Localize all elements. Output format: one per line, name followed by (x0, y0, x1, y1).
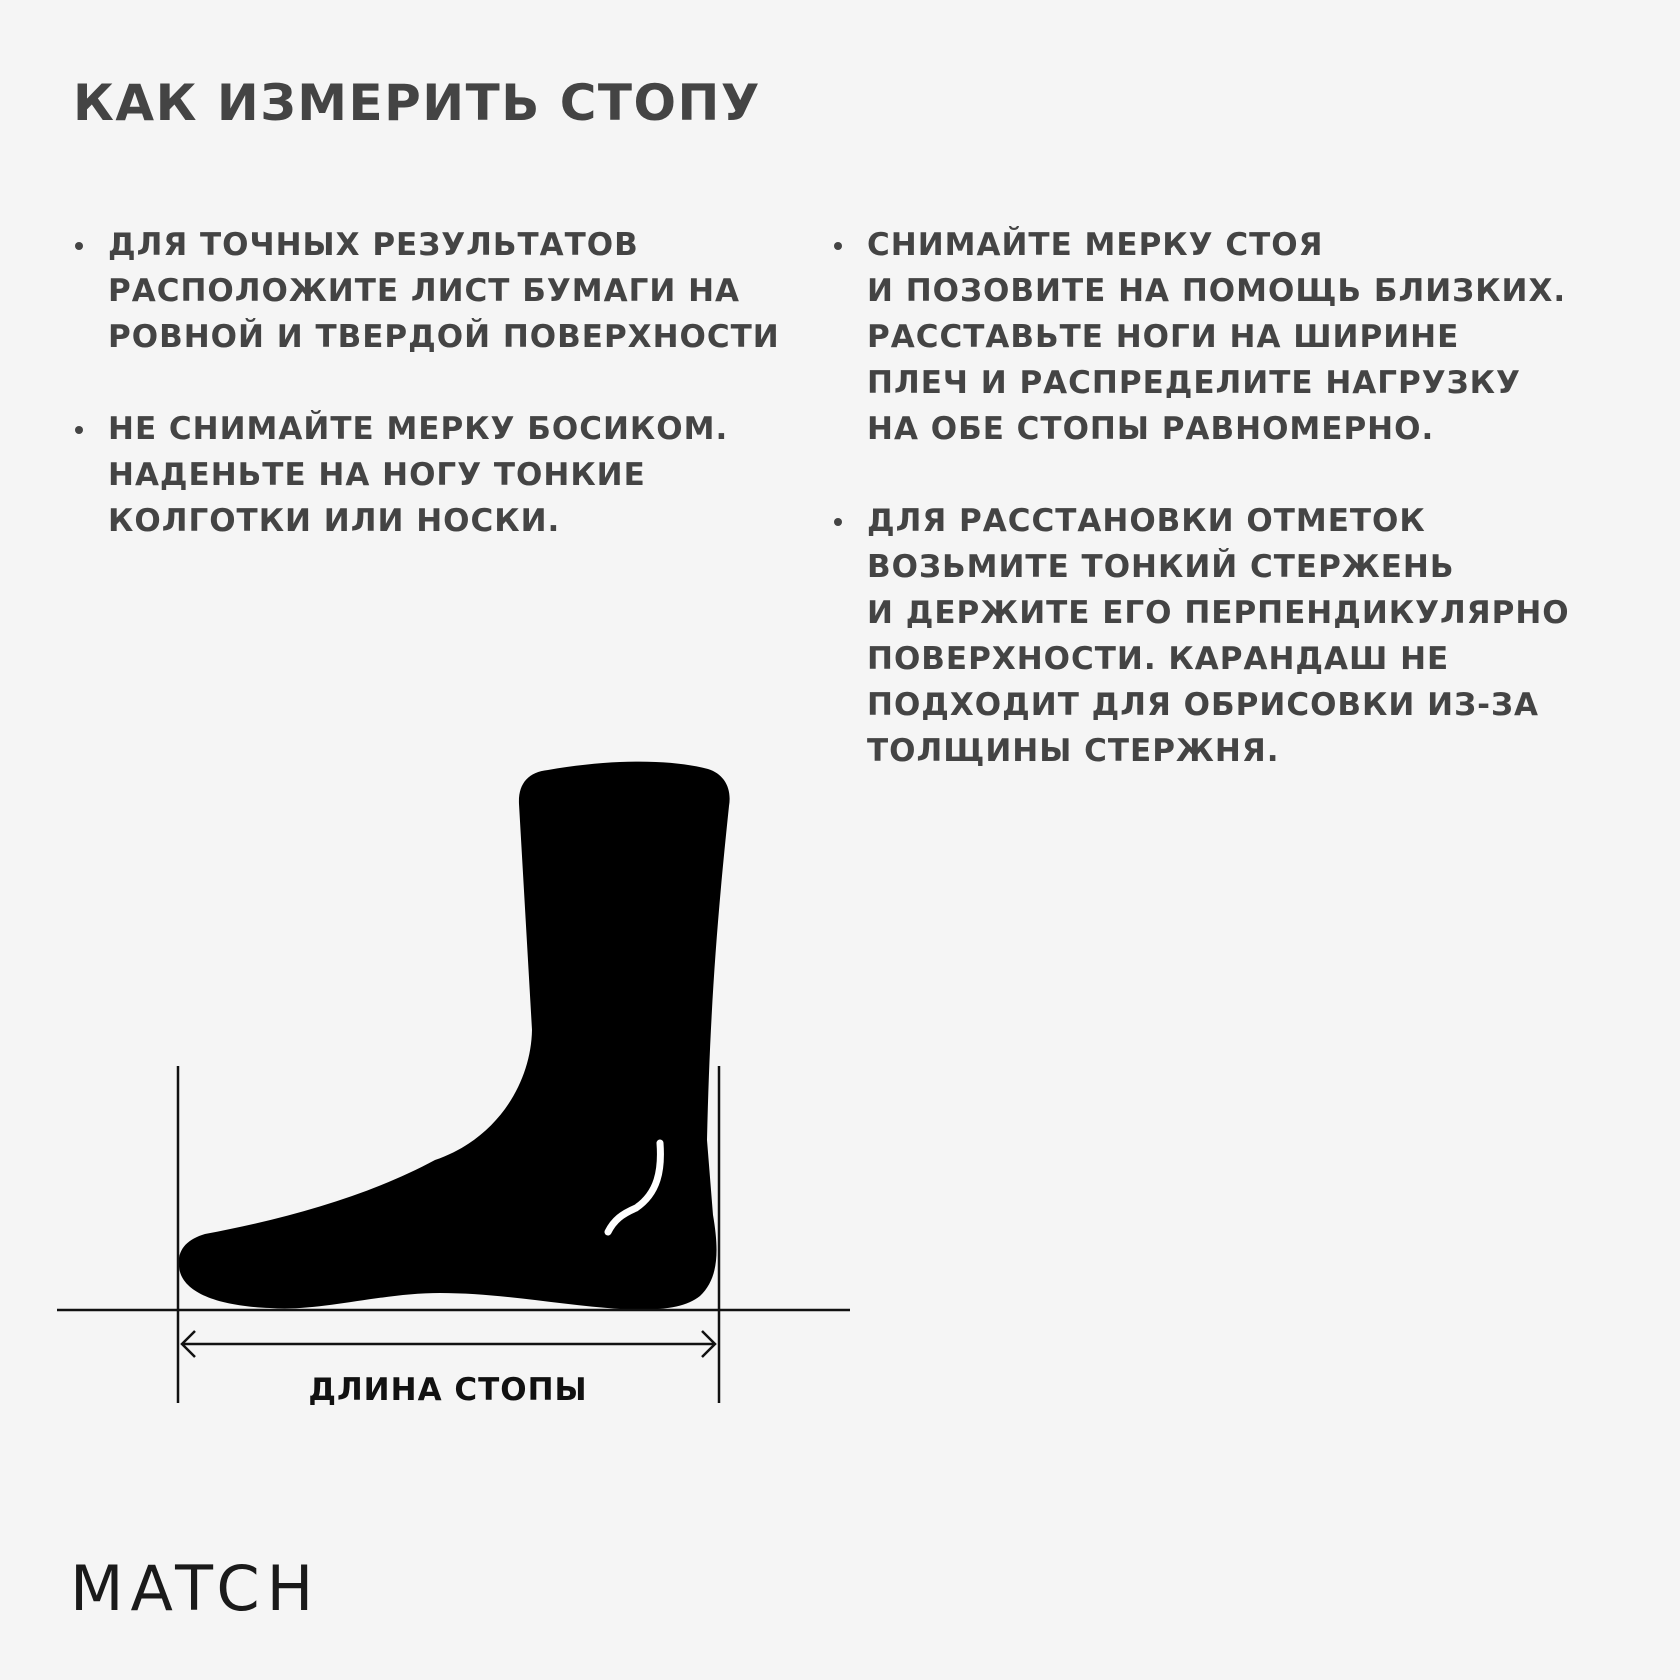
bullet-line: РОВНОЙ И ТВЕРДОЙ ПОВЕРХНОСТИ (108, 319, 780, 355)
bullet-line: И ПОЗОВИТЕ НА ПОМОЩЬ БЛИЗКИХ. (867, 273, 1567, 309)
bullet-line: НА ОБЕ СТОПЫ РАВНОМЕРНО. (867, 411, 1435, 447)
bullet-line: НАДЕНЬТЕ НА НОГУ ТОНКИЕ (108, 457, 646, 493)
bullet-line: КОЛГОТКИ ИЛИ НОСКИ. (108, 503, 561, 539)
bullet-line: ДЛЯ РАССТАНОВКИ ОТМЕТОК (867, 503, 1426, 539)
bullet-line: НЕ СНИМАЙТЕ МЕРКУ БОСИКОМ. (108, 411, 729, 447)
bullet-line: ПОВЕРХНОСТИ. КАРАНДАШ НЕ (867, 641, 1450, 677)
bullet-line: РАССТАВЬТЕ НОГИ НА ШИРИНЕ (867, 319, 1460, 355)
foot-length-label: ДЛИНА СТОПЫ (308, 1372, 588, 1408)
page-title: КАК ИЗМЕРИТЬ СТОПУ (73, 74, 761, 132)
bullet-line: ПЛЕЧ И РАСПРЕДЕЛИТЕ НАГРУЗКУ (867, 365, 1521, 401)
bullet-line: ПОДХОДИТ ДЛЯ ОБРИСОВКИ ИЗ-ЗА (867, 687, 1539, 723)
bullet-line: И ДЕРЖИТЕ ЕГО ПЕРПЕНДИКУЛЯРНО (867, 595, 1570, 631)
bullet-line: ДЛЯ ТОЧНЫХ РЕЗУЛЬТАТОВ (108, 227, 639, 263)
brand-logo: MATCH (70, 1552, 321, 1625)
bullet-line: ВОЗЬМИТЕ ТОНКИЙ СТЕРЖЕНЬ (867, 549, 1455, 585)
sock-foot-silhouette-icon (179, 762, 730, 1310)
bullet-line: ТОЛЩИНЫ СТЕРЖНЯ. (867, 733, 1280, 769)
bullet-line: СНИМАЙТЕ МЕРКУ СТОЯ (867, 227, 1324, 263)
bullet-line: РАСПОЛОЖИТЕ ЛИСТ БУМАГИ НА (108, 273, 741, 309)
